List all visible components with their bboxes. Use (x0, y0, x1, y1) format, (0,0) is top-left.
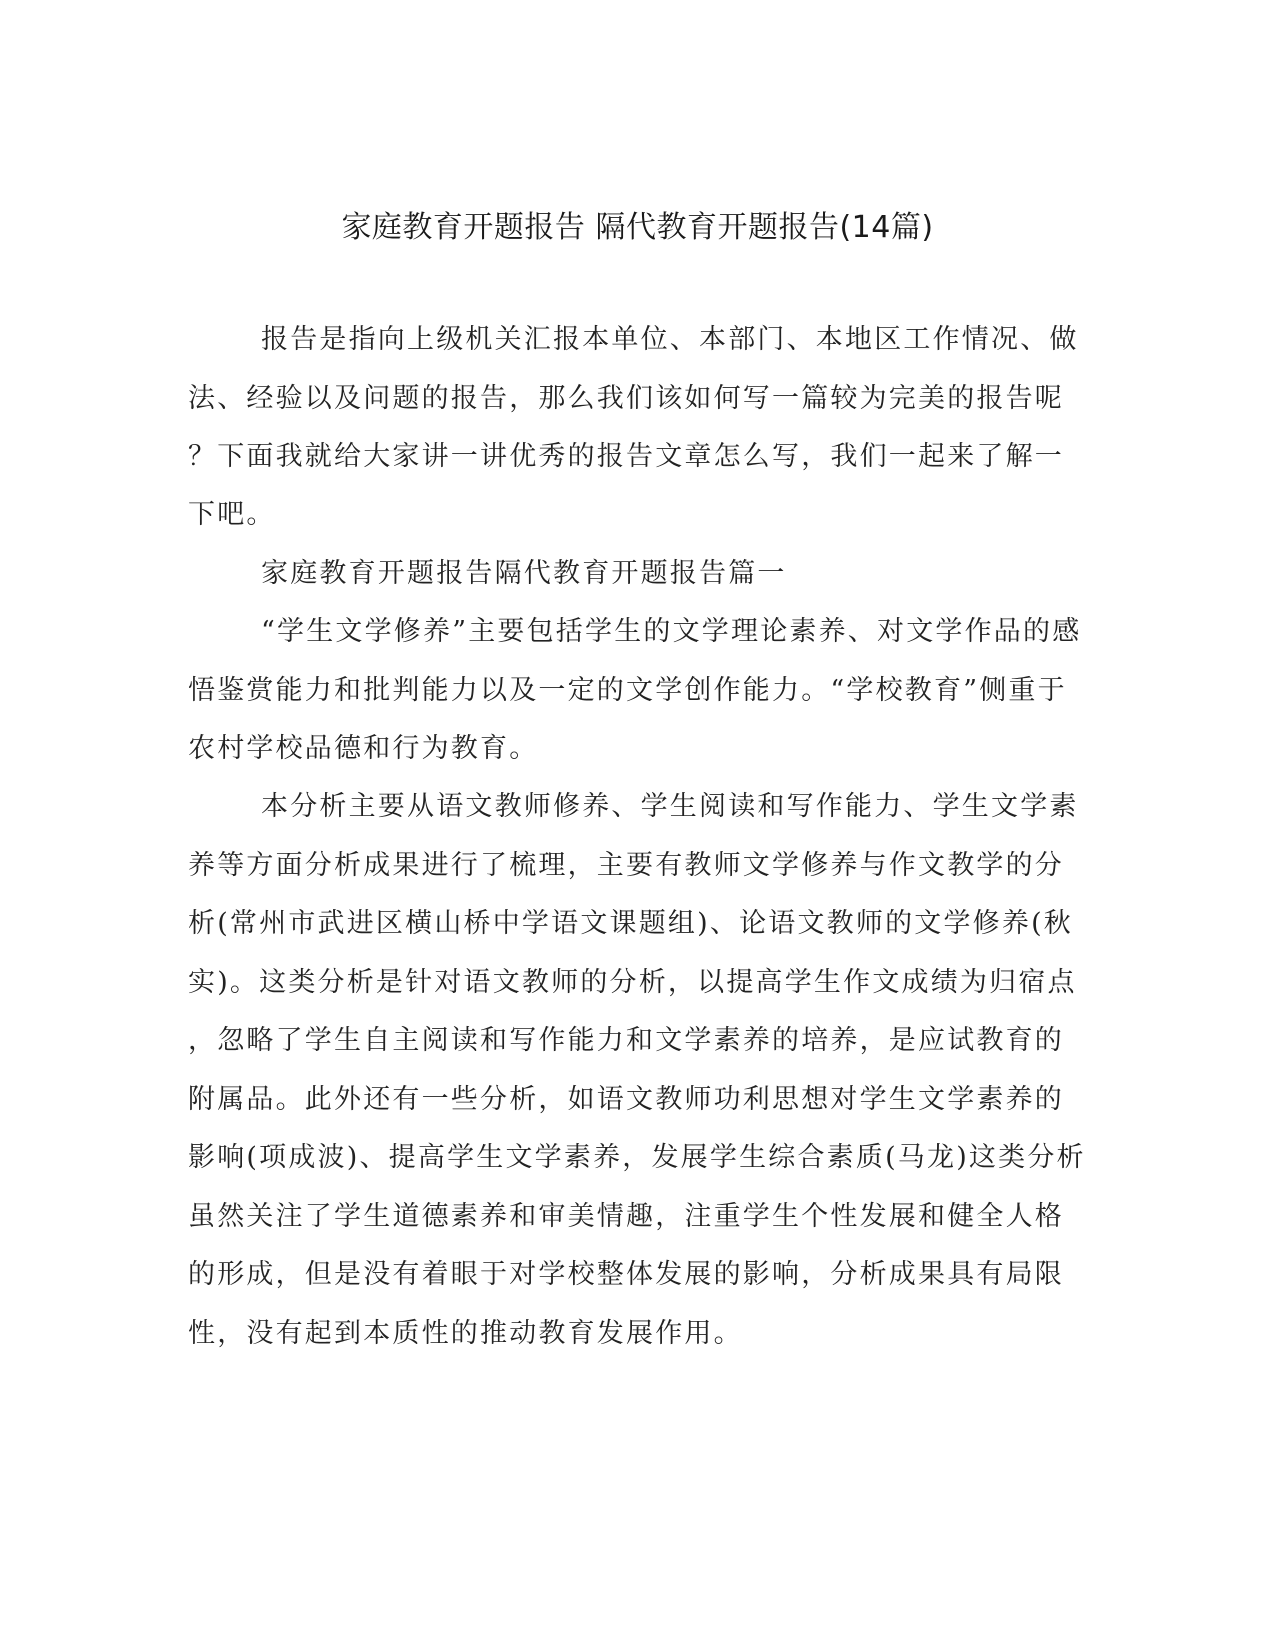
paragraph-3-line-9: 的形成，但是没有着眼于对学校整体发展的影响，分析成果具有局限 (188, 1259, 1064, 1290)
paragraph-2-line-2: 悟鉴赏能力和批判能力以及一定的文学创作能力。“学校教育”侧重于 (188, 675, 1067, 706)
paragraph-2-line-1: “学生文学修养”主要包括学生的文学理论素养、对文学作品的感 (261, 616, 1082, 647)
paragraph-3-line-7: 影响(项成波)、提高学生文学素养，发展学生综合素质(马龙)这类分析 (188, 1142, 1086, 1173)
intro-line-4: 下吧。 (188, 499, 276, 530)
intro-line-2: 法、经验以及问题的报告，那么我们该如何写一篇较为完美的报告呢 (188, 383, 1064, 414)
intro-line-1: 报告是指向上级机关汇报本单位、本部门、本地区工作情况、做 (261, 324, 1079, 355)
document-title: 家庭教育开题报告 隔代教育开题报告(14篇) (341, 210, 934, 245)
intro-line-3: ？下面我就给大家讲一讲优秀的报告文章怎么写，我们一起来了解一 (188, 441, 1064, 472)
paragraph-3-line-2: 养等方面分析成果进行了梳理，主要有教师文学修养与作文教学的分 (188, 850, 1064, 881)
paragraph-3-line-10: 性，没有起到本质性的推动教育发展作用。 (188, 1318, 743, 1349)
paragraph-3-line-1: 本分析主要从语文教师修养、学生阅读和写作能力、学生文学素 (261, 791, 1079, 822)
paragraph-3-line-4: 实)。这类分析是针对语文教师的分析，以提高学生作文成绩为归宿点 (188, 967, 1077, 998)
section-heading: 家庭教育开题报告隔代教育开题报告篇一 (261, 558, 787, 589)
paragraph-3-line-6: 附属品。此外还有一些分析，如语文教师功利思想对学生文学素养的 (188, 1084, 1064, 1115)
paragraph-3-line-5: ，忽略了学生自主阅读和写作能力和文学素养的培养，是应试教育的 (188, 1025, 1064, 1056)
paragraph-3-line-8: 虽然关注了学生道德素养和审美情趣，注重学生个性发展和健全人格 (188, 1201, 1064, 1232)
paragraph-2-line-3: 农村学校品德和行为教育。 (188, 733, 539, 764)
paragraph-3-line-3: 析(常州市武进区横山桥中学语文课题组)、论语文教师的文学修养(秋 (188, 908, 1073, 939)
